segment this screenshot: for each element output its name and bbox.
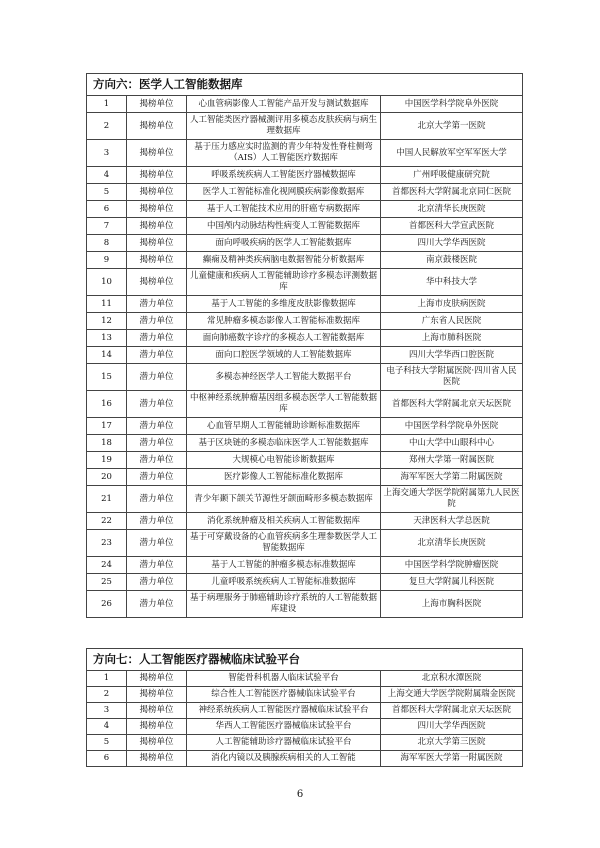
table-row (87, 347, 523, 364)
organization: 海军军医大学第一附属医院 (381, 751, 523, 767)
organization: 华中科技大学 (381, 269, 523, 296)
table-row (87, 703, 523, 719)
project-name: 呼吸系统疾病人工智能医疗器械数据库 (187, 167, 381, 184)
row-number: 15 (87, 364, 127, 391)
unit-type: 揭榜单位 (127, 719, 187, 735)
organization: 中国医学科学院阜外医院 (381, 96, 523, 113)
table-row (87, 719, 523, 735)
row-number: 25 (87, 574, 127, 591)
row-number: 26 (87, 591, 127, 618)
organization: 上海市胸科医院 (381, 591, 523, 618)
row-number: 12 (87, 313, 127, 330)
row-number: 14 (87, 347, 127, 364)
row-number: 7 (87, 218, 127, 235)
unit-type: 潜力单位 (127, 591, 187, 618)
unit-type: 潜力单位 (127, 513, 187, 530)
unit-type: 揭榜单位 (127, 235, 187, 252)
table-row (87, 435, 523, 452)
table-row (87, 167, 523, 184)
unit-type: 潜力单位 (127, 364, 187, 391)
unit-type: 潜力单位 (127, 486, 187, 513)
table-row (87, 218, 523, 235)
unit-type: 潜力单位 (127, 313, 187, 330)
table-row (87, 184, 523, 201)
project-name: 青少年颞下颌关节源性牙颌面畸形多模态数据库 (187, 486, 381, 513)
row-number: 24 (87, 557, 127, 574)
organization: 天津医科大学总医院 (381, 513, 523, 530)
unit-type: 揭榜单位 (127, 671, 187, 687)
unit-type: 揭榜单位 (127, 735, 187, 751)
table-row (87, 252, 523, 269)
section7-table (86, 648, 523, 767)
unit-type: 揭榜单位 (127, 269, 187, 296)
organization: 中国医学科学院阜外医院 (381, 418, 523, 435)
organization: 四川大学华西医院 (381, 719, 523, 735)
row-number: 20 (87, 469, 127, 486)
organization: 广东省人民医院 (381, 313, 523, 330)
project-name: 常见肿瘤多模态影像人工智能标准数据库 (187, 313, 381, 330)
table-row (87, 513, 523, 530)
organization: 四川大学华西医院 (381, 235, 523, 252)
project-name: 消化系统肿瘤及相关疾病人工智能数据库 (187, 513, 381, 530)
row-number: 17 (87, 418, 127, 435)
table-row (87, 96, 523, 113)
section6-table (86, 73, 523, 618)
project-name: 智能骨科机器人临床试验平台 (187, 671, 381, 687)
unit-type: 揭榜单位 (127, 184, 187, 201)
row-number: 10 (87, 269, 127, 296)
organization: 上海交通大学医学院附属瑞金医院 (381, 687, 523, 703)
unit-type: 揭榜单位 (127, 751, 187, 767)
table-row (87, 140, 523, 167)
table-row (87, 735, 523, 751)
table-row (87, 591, 523, 618)
unit-type: 潜力单位 (127, 530, 187, 557)
organization: 四川大学华西口腔医院 (381, 347, 523, 364)
unit-type: 潜力单位 (127, 418, 187, 435)
project-name: 基于人工智能的多维度皮肤影像数据库 (187, 296, 381, 313)
organization: 南京鼓楼医院 (381, 252, 523, 269)
project-name: 基于压力感应实时监测的青少年特发性脊柱侧弯（AIS）人工智能医疗数据库 (187, 140, 381, 167)
organization: 中国医学科学院肿瘤医院 (381, 557, 523, 574)
project-name: 中枢神经系统肿瘤基因组多模态医学人工智能数据库 (187, 391, 381, 418)
table-row (87, 391, 523, 418)
row-number: 3 (87, 140, 127, 167)
table-row (87, 313, 523, 330)
organization: 首都医科大学附属北京天坛医院 (381, 703, 523, 719)
unit-type: 揭榜单位 (127, 201, 187, 218)
unit-type: 潜力单位 (127, 435, 187, 452)
unit-type: 潜力单位 (127, 330, 187, 347)
organization: 北京清华长庚医院 (381, 201, 523, 218)
project-name: 面向呼吸疾病的医学人工智能数据库 (187, 235, 381, 252)
organization: 上海交通大学医学院附属第九人民医院 (381, 486, 523, 513)
project-name: 基于人工智能技术应用的肝癌专病数据库 (187, 201, 381, 218)
row-number: 19 (87, 452, 127, 469)
organization: 北京积水潭医院 (381, 671, 523, 687)
project-name: 癫痫及精神类疾病脑电数据智能分析数据库 (187, 252, 381, 269)
unit-type: 揭榜单位 (127, 703, 187, 719)
organization: 电子科技大学附属医院·四川省人民医院 (381, 364, 523, 391)
table-row (87, 574, 523, 591)
project-name: 面向口腔医学领域的人工智能数据库 (187, 347, 381, 364)
project-name: 神经系统疾病人工智能医疗器械临床试验平台 (187, 703, 381, 719)
project-name: 医疗影像人工智能标准化数据库 (187, 469, 381, 486)
table-row (87, 687, 523, 703)
organization: 北京大学第三医院 (381, 735, 523, 751)
project-name: 基于区块链的多模态临床医学人工智能数据库 (187, 435, 381, 452)
project-name: 基于人工智能的肿瘤多模态标准数据库 (187, 557, 381, 574)
row-number: 8 (87, 235, 127, 252)
row-number: 2 (87, 113, 127, 140)
row-number: 4 (87, 719, 127, 735)
unit-type: 揭榜单位 (127, 218, 187, 235)
project-name: 面向肺癌数字诊疗的多模态人工智能数据库 (187, 330, 381, 347)
row-number: 21 (87, 486, 127, 513)
row-number: 2 (87, 687, 127, 703)
unit-type: 潜力单位 (127, 452, 187, 469)
organization: 北京大学第一医院 (381, 113, 523, 140)
table-row (87, 113, 523, 140)
table-row (87, 235, 523, 252)
row-number: 6 (87, 201, 127, 218)
row-number: 3 (87, 703, 127, 719)
unit-type: 潜力单位 (127, 296, 187, 313)
unit-type: 揭榜单位 (127, 167, 187, 184)
table-row (87, 330, 523, 347)
table-row (87, 469, 523, 486)
row-number: 6 (87, 751, 127, 767)
project-name: 人工智能辅助诊疗器械临床试验平台 (187, 735, 381, 751)
project-name: 儿童呼吸系统疾病人工智能标准数据库 (187, 574, 381, 591)
section6-title: 方向六：医学人工智能数据库 (87, 74, 523, 96)
unit-type: 潜力单位 (127, 574, 187, 591)
project-name: 综合性人工智能医疗器械临床试验平台 (187, 687, 381, 703)
unit-type: 揭榜单位 (127, 96, 187, 113)
row-number: 22 (87, 513, 127, 530)
row-number: 4 (87, 167, 127, 184)
organization: 首都医科大学附属北京天坛医院 (381, 391, 523, 418)
table-row (87, 296, 523, 313)
organization: 郑州大学第一附属医院 (381, 452, 523, 469)
unit-type: 潜力单位 (127, 347, 187, 364)
row-number: 18 (87, 435, 127, 452)
project-name: 中国颅内动脉结构性病变人工智能数据库 (187, 218, 381, 235)
row-number: 13 (87, 330, 127, 347)
project-name: 医学人工智能标准化视网膜疾病影像数据库 (187, 184, 381, 201)
organization: 海军军医大学第二附属医院 (381, 469, 523, 486)
table-row (87, 452, 523, 469)
table-row (87, 418, 523, 435)
unit-type: 揭榜单位 (127, 687, 187, 703)
project-name: 人工智能类医疗器械测评用多模态皮肤疾病与病生理数据库 (187, 113, 381, 140)
organization: 广州呼吸健康研究院 (381, 167, 523, 184)
organization: 北京清华长庚医院 (381, 530, 523, 557)
project-name: 消化内镜以及胰腺疾病相关的人工智能 (187, 751, 381, 767)
project-name: 基于病理服务于肺癌辅助诊疗系统的人工智能数据库建设 (187, 591, 381, 618)
organization: 复旦大学附属儿科医院 (381, 574, 523, 591)
row-number: 1 (87, 671, 127, 687)
table-row (87, 751, 523, 767)
row-number: 11 (87, 296, 127, 313)
project-name: 多模态神经医学人工智能大数据平台 (187, 364, 381, 391)
row-number: 16 (87, 391, 127, 418)
table-row (87, 486, 523, 513)
unit-type: 潜力单位 (127, 557, 187, 574)
table-row (87, 201, 523, 218)
organization: 中山大学中山眼科中心 (381, 435, 523, 452)
project-name: 心血管早期人工智能辅助诊断标准数据库 (187, 418, 381, 435)
unit-type: 揭榜单位 (127, 113, 187, 140)
project-name: 基于可穿戴设备的心血管疾病多生理参数医学人工智能数据库 (187, 530, 381, 557)
row-number: 5 (87, 735, 127, 751)
organization: 中国人民解放军空军军医大学 (381, 140, 523, 167)
organization: 上海市皮肤病医院 (381, 296, 523, 313)
project-name: 华西人工智能医疗器械临床试验平台 (187, 719, 381, 735)
unit-type: 潜力单位 (127, 469, 187, 486)
row-number: 23 (87, 530, 127, 557)
unit-type: 揭榜单位 (127, 140, 187, 167)
table-row (87, 364, 523, 391)
row-number: 1 (87, 96, 127, 113)
table-row (87, 671, 523, 687)
section7-title: 方向七：人工智能医疗器械临床试验平台 (87, 649, 523, 671)
project-name: 心血管病影像人工智能产品开发与测试数据库 (187, 96, 381, 113)
row-number: 5 (87, 184, 127, 201)
project-name: 大规模心电智能诊断数据库 (187, 452, 381, 469)
organization: 上海市肺科医院 (381, 330, 523, 347)
organization: 首都医科大学附属北京同仁医院 (381, 184, 523, 201)
table-row (87, 269, 523, 296)
unit-type: 潜力单位 (127, 391, 187, 418)
organization: 首都医科大学宣武医院 (381, 218, 523, 235)
table-row (87, 557, 523, 574)
row-number: 9 (87, 252, 127, 269)
table-row (87, 530, 523, 557)
unit-type: 揭榜单位 (127, 252, 187, 269)
project-name: 儿童健康和疾病人工智能辅助诊疗多模态评测数据库 (187, 269, 381, 296)
page-number: 6 (296, 789, 304, 800)
